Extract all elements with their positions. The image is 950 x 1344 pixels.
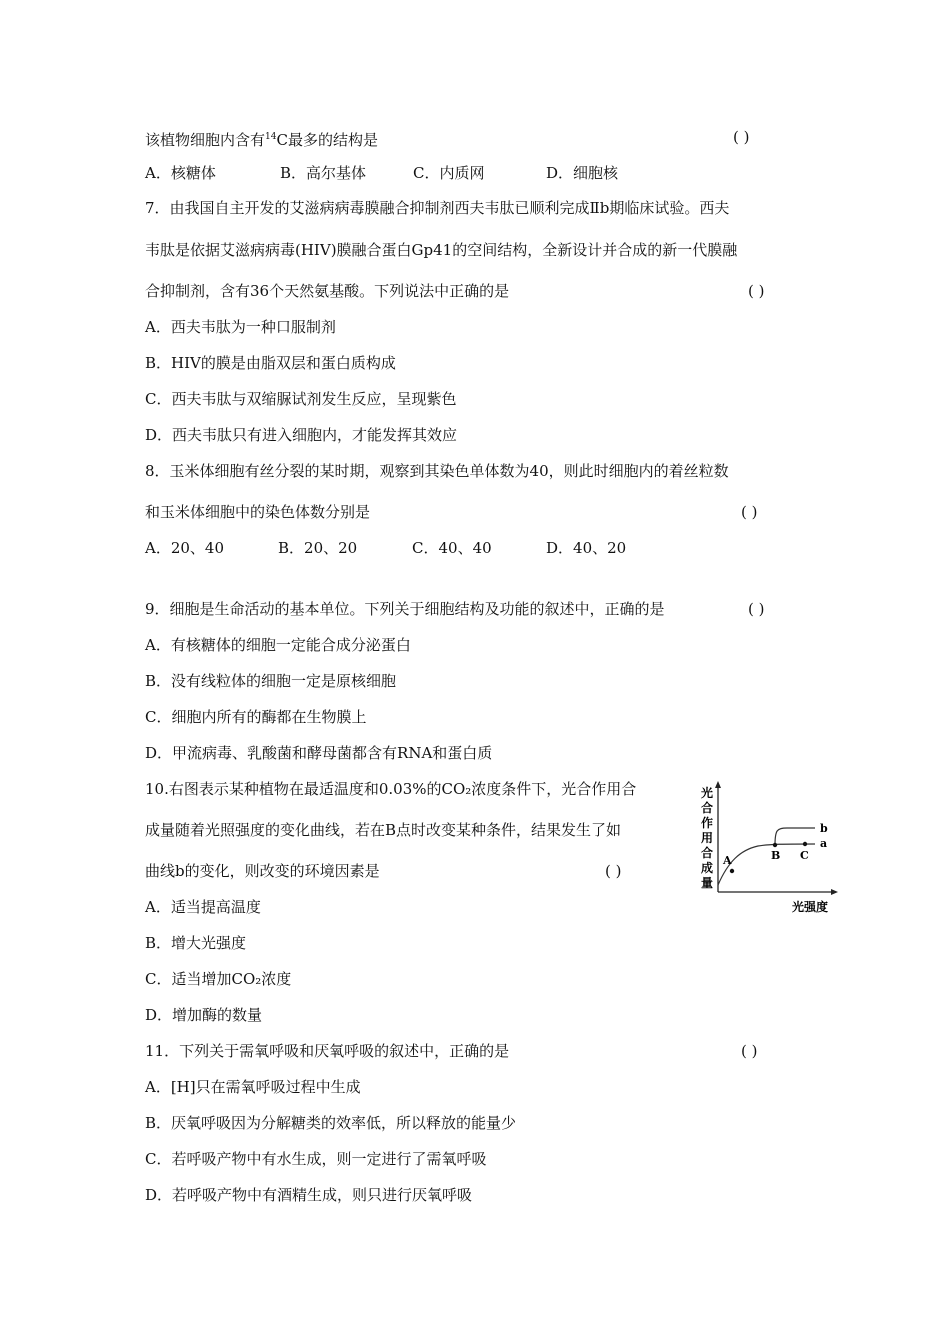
q8-stem-line1: 8．玉米体细胞有丝分裂的某时期，观察到其染色单体数为40，则此时细胞内的着丝粒数 [145,462,729,480]
y-label-char: 光 [701,786,714,800]
x-axis-label: 光强度 [792,900,829,914]
point-b-dot [773,843,777,847]
q11-option-b: B．厌氧呼吸因为分解糖类的效率低，所以释放的能量少 [145,1114,517,1132]
point-a-label: A [723,854,732,867]
q6-option-d: D．细胞核 [546,164,619,182]
q10-option-d: D．增加酶的数量 [145,1006,263,1024]
q9-option-c: C．细胞内所有的酶都在生物膜上 [145,708,367,726]
point-b-label: B [771,849,781,862]
q11-answer-paren: ( ) [741,1042,758,1060]
y-label-char: 用 [701,831,714,845]
q10-option-b: B．增大光强度 [145,934,247,952]
q10-answer-paren: ( ) [605,862,622,880]
q8-stem-line2: 和玉米体细胞中的染色体数分别是 [145,503,371,521]
q7-answer-paren: ( ) [748,282,765,300]
q6-stem: 该植物细胞内含有$^{14}$C最多的结构是 [145,131,378,149]
q8-option-c: C．40、40 [412,539,492,557]
q10-option-a: A．适当提高温度 [145,898,261,916]
q8-option-a: A．20、40 [145,539,225,557]
y-axis-label [701,785,713,890]
y-label-char: 作 [701,816,714,830]
q9-option-a: A．有核糖体的细胞一定能合成分泌蛋白 [145,636,411,654]
q10-option-c: C．适当增加CO₂浓度 [145,970,292,988]
q7-option-a: A．西夫韦肽为一种口服制剂 [145,318,336,336]
q6-option-a: A．核糖体 [145,164,216,182]
q8-option-d: D．40、20 [546,539,627,557]
q11-option-c: C．若呼吸产物中有水生成，则一定进行了需氧呼吸 [145,1150,487,1168]
q7-stem-line3: 合抑制剂，含有36个天然氨基酸。下列说法中正确的是 [145,282,510,300]
y-label-char: 量 [701,876,714,890]
point-a-dot [730,869,734,873]
y-axis-arrow [715,781,721,788]
q7-stem-line2: 韦肽是依据艾滋病病毒(HIV)膜融合蛋白Gp41的空间结构，全新设计并合成的新一代膜融 [145,241,738,259]
q11-option-a: A．[H]只在需氧呼吸过程中生成 [145,1078,361,1096]
q9-answer-paren: ( ) [748,600,765,618]
curve-b [775,828,815,845]
q7-stem-line1: 7．由我国自主开发的艾滋病病毒膜融合抑制剂西夫韦肽已顺利完成Ⅱb期临床试验。西夫 [145,199,730,217]
q10-stem-line2: 成量随着光照强度的变化曲线，若在B点时改变某种条件，结果发生了如 [145,821,622,839]
q9-option-b: B．没有线粒体的细胞一定是原核细胞 [145,672,397,690]
q9-option-d: D．甲流病毒、乳酸菌和酵母菌都含有RNA和蛋白质 [145,744,493,762]
point-c-dot [803,842,807,846]
point-c-label: C [800,849,809,862]
y-label-char: 合 [701,801,714,815]
q10-stem-line3: 曲线b的变化，则改变的环境因素是 [145,862,380,880]
q7-option-b: B．HIV的膜是由脂双层和蛋白质构成 [145,354,396,372]
q6-answer-paren: ( ) [733,128,750,146]
q8-option-b: B．20、20 [278,539,358,557]
photosynthesis-light-curve-figure [695,780,845,915]
q11-stem-line1: 11．下列关于需氧呼吸和厌氧呼吸的叙述中，正确的是 [145,1042,510,1060]
q9-stem-line1: 9．细胞是生命活动的基本单位。下列关于细胞结构及功能的叙述中，正确的是 [145,600,665,618]
q8-answer-paren: ( ) [741,503,758,521]
q11-option-d: D．若呼吸产物中有酒精生成，则只进行厌氧呼吸 [145,1186,473,1204]
q10-stem-line1: 10.右图表示某种植物在最适温度和0.03%的CO₂浓度条件下，光合作用合 [145,780,637,798]
q7-option-d: D．西夫韦肽只有进入细胞内，才能发挥其效应 [145,426,458,444]
y-label-char: 合 [701,846,714,860]
q7-option-c: C．西夫韦肽与双缩脲试剂发生反应，呈现紫色 [145,390,457,408]
q6-option-c: C．内质网 [413,164,485,182]
x-axis-arrow [831,889,838,895]
curve-b-label: b [820,822,828,835]
curve-a-label: a [820,837,828,850]
y-label-char: 成 [701,861,714,875]
q6-option-b: B．高尔基体 [280,164,367,182]
